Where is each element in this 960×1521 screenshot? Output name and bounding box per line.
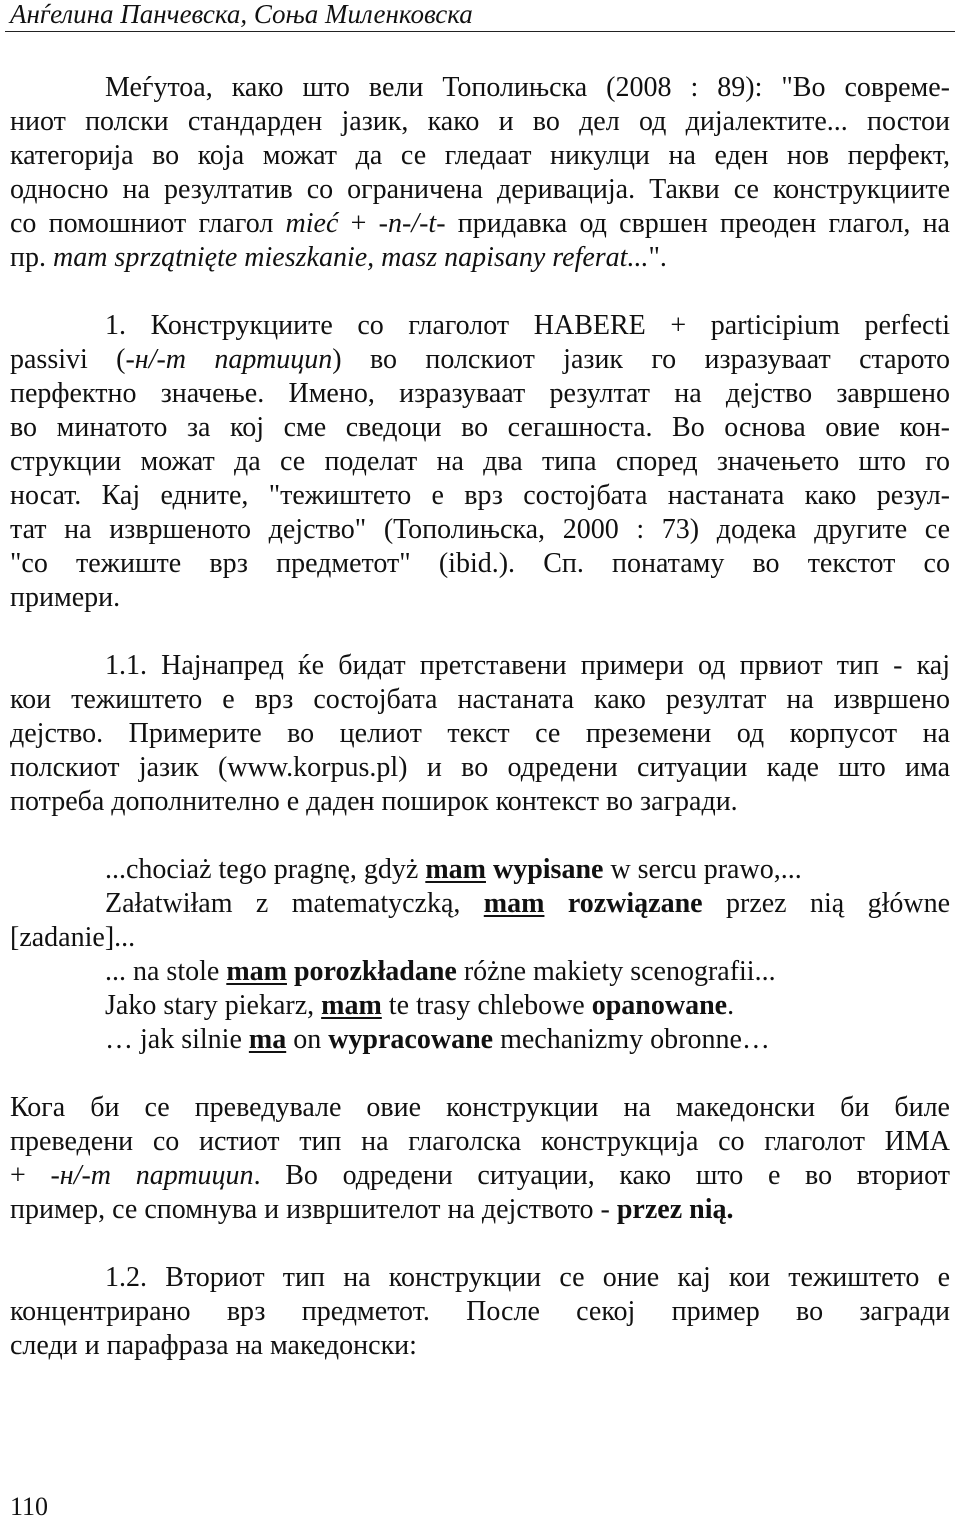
text-line: "со тежиште врз предметот" (ibid.). Сп. понатаму во текстот со	[10, 548, 950, 579]
text-segment: passivi (	[10, 344, 126, 375]
page-number: 110	[10, 1492, 49, 1521]
text-line: 1.1. Најнапред ќе бидат претставени примери од првиот тип - кај	[105, 650, 950, 681]
text-line: Меѓутоа, како што вели Тополињска (2008 : 89): "Во совреме-	[105, 72, 950, 103]
text-segment: пример, се спомнува и извршителот на дејството -	[10, 1194, 617, 1225]
example-sentence	[10, 887, 950, 921]
text-line	[10, 1193, 950, 1227]
italic-term: -n-/-t-	[378, 208, 446, 239]
text-line: дејство. Примерите во целиот текст се преземени од корпусот на	[10, 718, 950, 749]
text-segment: te trasy chlebowe	[381, 990, 592, 1021]
bold-participle: opanowane	[591, 990, 728, 1021]
text-line: категорија во која можат да се гледаат никулци на еден нов перфект,	[10, 140, 950, 171]
text-line	[10, 1159, 950, 1193]
text-segment: przez nią główne	[702, 888, 951, 919]
example-sentence	[10, 989, 950, 1023]
example-list	[10, 853, 950, 1057]
running-head: Анѓелина Панчевска, Соња Миленковска	[10, 0, 473, 29]
text-line: потреба дополнително е даден поширок контекст во загради.	[10, 786, 738, 817]
text-line: 1. Конструкциите со глаголот HABERE + participium perfecti	[105, 310, 950, 341]
paragraph-5	[10, 1261, 950, 1363]
paragraph-1	[10, 71, 950, 275]
bold-participle: porozkładane	[293, 956, 457, 987]
text-line	[10, 207, 950, 241]
text-segment: ) во полскиот јазик го изразуваат старото	[332, 344, 951, 375]
text-line: примери.	[10, 582, 121, 613]
text-line: носат. Кај едните, "тежиштето е врз состојбата настаната како резул-	[10, 480, 950, 511]
underlined-verb: mam	[321, 990, 382, 1021]
text-line: перфектно значење. Имено, изразуваат резултат на дејство завршено	[10, 378, 950, 409]
paragraph-2	[10, 309, 950, 615]
example-sentence	[10, 955, 950, 989]
text-segment: on	[286, 1024, 329, 1055]
text-line: струкции можат да се поделат на два типа според значењето што го	[10, 446, 950, 477]
text-segment: różne makiety scenografii...	[456, 956, 776, 987]
italic-term: -н/-т партицип	[50, 1160, 254, 1191]
text-line: кои тежиштето е врз состојбата настаната како резултат на извршено	[10, 684, 950, 715]
text-line: ниот полски стандарден јазик, како и во дел од дијалектите... постои	[10, 106, 950, 137]
text-segment: Jako stary piekarz,	[105, 990, 322, 1021]
text-line	[10, 343, 950, 377]
text-segment: .	[727, 990, 735, 1021]
italic-term: -н/-т партицип	[125, 344, 333, 375]
text-line: односно на резултатив со ограничена деривација. Такви се конструкциите	[10, 174, 950, 205]
bold-participle: wypisane	[492, 854, 604, 885]
text-segment: . Во одредени ситуации, како што е во вториот	[253, 1160, 951, 1191]
text-line: 1.2. Вториот тип на конструкции се оние кај кои тежиштето е	[105, 1262, 950, 1293]
text-segment: со помошниот глагол	[10, 208, 286, 239]
text-segment: … jak silnie	[105, 1024, 249, 1055]
text-line: тат на извршеното дејство" (Тополињска, 2000 : 73) додека другите се	[10, 514, 950, 545]
text-line: Кога би се преведувале овие конструкции на македонски би биле	[10, 1092, 950, 1123]
body-text	[10, 71, 950, 1397]
underlined-verb: mam	[483, 888, 545, 919]
paragraph-4	[10, 1091, 950, 1227]
text-line: преведени со истиот тип на глаголска конструкција со глаголот ИМА	[10, 1126, 950, 1157]
underlined-verb: ma	[248, 1024, 287, 1055]
bold-participle: wypracowane	[328, 1024, 494, 1055]
text-line: концентрирано врз предметот. После секој пример во загради	[10, 1296, 950, 1327]
text-segment: +	[338, 208, 379, 239]
paragraph-3	[10, 649, 950, 819]
example-sentence	[10, 853, 950, 887]
bold-term: przez nią.	[616, 1194, 734, 1225]
example-continuation: [zadanie]...	[10, 922, 136, 953]
bold-participle: rozwiązane	[567, 888, 703, 919]
italic-example: mam sprzątnięte mieszkanie, masz napisany referat...	[52, 242, 649, 273]
italic-term: mieć	[285, 208, 339, 239]
text-segment: w sercu prawo,...	[603, 854, 802, 885]
underlined-verb: mam	[226, 956, 287, 987]
text-segment: +	[10, 1160, 51, 1191]
text-segment: Załatwiłam z matematyczką,	[105, 888, 484, 919]
text-segment: пр.	[10, 242, 53, 273]
text-segment: ".	[648, 242, 667, 273]
example-sentence	[10, 1023, 950, 1057]
underlined-verb: mam	[425, 854, 486, 885]
text-line: во минатото за кој сме сведоци во сегашноста. Во основа овие кон-	[10, 412, 950, 443]
header-rule	[5, 31, 955, 32]
text-line	[10, 241, 950, 275]
text-line: полскиот јазик (www.korpus.pl) и во одредени ситуации каде што има	[10, 752, 950, 783]
text-segment: ... na stole	[105, 956, 227, 987]
text-line: следи и парафраза на македонски:	[10, 1330, 417, 1361]
text-segment: mechanizmy obronne…	[493, 1024, 770, 1055]
text-segment: ...chociaż tego pragnę, gdyż	[105, 854, 426, 885]
text-segment: придавка од свршен преоден глагол, на	[445, 208, 950, 239]
